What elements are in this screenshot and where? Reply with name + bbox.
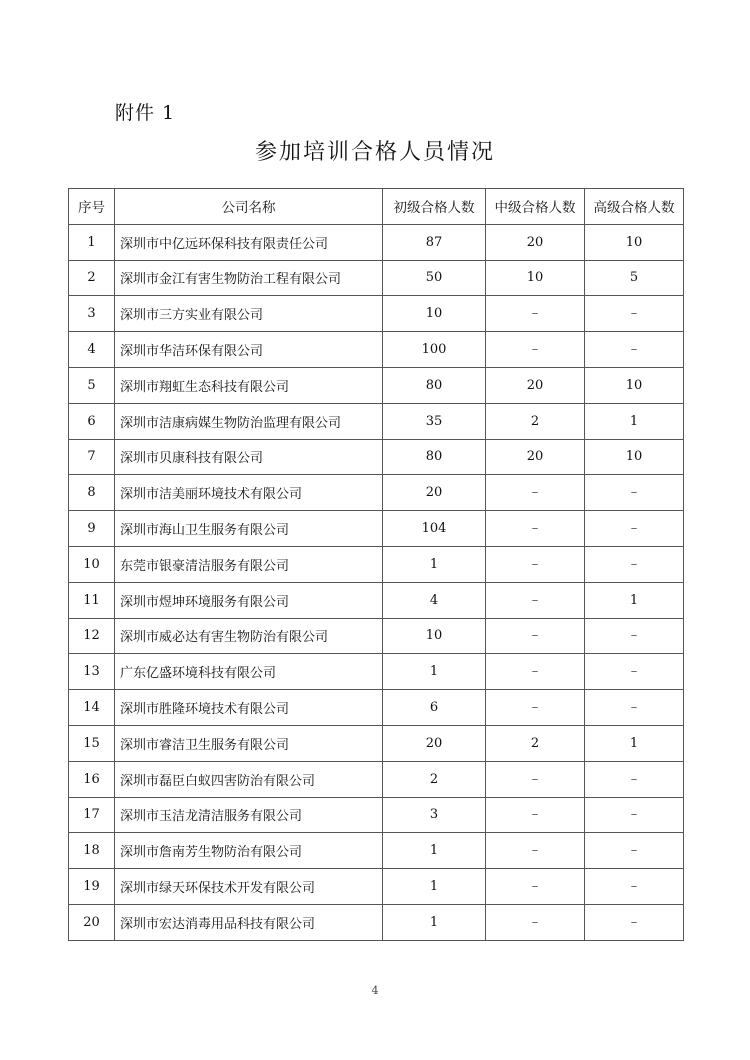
cell-intermediate: – (486, 833, 585, 869)
table-row (69, 332, 684, 368)
cell-company: 深圳市詹南芳生物防治有限公司 (115, 833, 383, 869)
cell-company: 广东亿盛环境科技有限公司 (115, 654, 383, 690)
cell-company: 深圳市威必达有害生物防治有限公司 (115, 618, 383, 654)
table-row (69, 761, 684, 797)
cell-intermediate: 20 (486, 367, 585, 403)
cell-junior: 20 (383, 475, 486, 511)
table-row (69, 690, 684, 726)
cell-senior: – (585, 869, 684, 905)
qualified-personnel-table (68, 188, 684, 941)
table-row (69, 367, 684, 403)
cell-senior: – (585, 475, 684, 511)
header-senior: 高级合格人数 (585, 189, 684, 225)
cell-index: 6 (69, 403, 115, 439)
cell-company: 深圳市华洁环保有限公司 (115, 332, 383, 368)
cell-senior: – (585, 761, 684, 797)
cell-junior: 104 (383, 511, 486, 547)
cell-intermediate: – (486, 582, 585, 618)
cell-company: 深圳市翔虹生态科技有限公司 (115, 367, 383, 403)
table-row (69, 725, 684, 761)
cell-company: 深圳市三方实业有限公司 (115, 296, 383, 332)
table-row (69, 439, 684, 475)
cell-index: 2 (69, 260, 115, 296)
cell-senior: 1 (585, 725, 684, 761)
table-row (69, 582, 684, 618)
table-row (69, 546, 684, 582)
cell-senior: – (585, 332, 684, 368)
cell-index: 13 (69, 654, 115, 690)
cell-senior: – (585, 797, 684, 833)
cell-intermediate: – (486, 797, 585, 833)
cell-senior: 10 (585, 224, 684, 260)
cell-senior: – (585, 654, 684, 690)
cell-intermediate: – (486, 475, 585, 511)
cell-senior: – (585, 833, 684, 869)
page-number: 4 (371, 984, 379, 997)
cell-company: 深圳市玉洁龙清洁服务有限公司 (115, 797, 383, 833)
table-row (69, 618, 684, 654)
cell-intermediate: – (486, 296, 585, 332)
cell-index: 1 (69, 224, 115, 260)
cell-index: 9 (69, 511, 115, 547)
table-row (69, 904, 684, 940)
cell-index: 18 (69, 833, 115, 869)
cell-junior: 1 (383, 833, 486, 869)
cell-company: 深圳市胜隆环境技术有限公司 (115, 690, 383, 726)
cell-company: 深圳市洁康病媒生物防治监理有限公司 (115, 403, 383, 439)
cell-index: 12 (69, 618, 115, 654)
cell-senior: – (585, 618, 684, 654)
cell-company: 深圳市金江有害生物防治工程有限公司 (115, 260, 383, 296)
cell-index: 10 (69, 546, 115, 582)
cell-company: 深圳市磊臣白蚁四害防治有限公司 (115, 761, 383, 797)
cell-senior: 1 (585, 403, 684, 439)
cell-company: 深圳市睿洁卫生服务有限公司 (115, 725, 383, 761)
table-header-row (69, 189, 684, 225)
cell-junior: 1 (383, 869, 486, 905)
header-intermediate: 中级合格人数 (486, 189, 585, 225)
cell-index: 15 (69, 725, 115, 761)
cell-index: 20 (69, 904, 115, 940)
cell-index: 7 (69, 439, 115, 475)
cell-junior: 35 (383, 403, 486, 439)
cell-intermediate: 2 (486, 725, 585, 761)
table-row (69, 260, 684, 296)
table-row (69, 833, 684, 869)
table-row (69, 296, 684, 332)
cell-senior: – (585, 690, 684, 726)
cell-index: 8 (69, 475, 115, 511)
cell-junior: 1 (383, 904, 486, 940)
cell-junior: 1 (383, 654, 486, 690)
cell-junior: 100 (383, 332, 486, 368)
cell-company: 深圳市洁美丽环境技术有限公司 (115, 475, 383, 511)
cell-index: 19 (69, 869, 115, 905)
cell-senior: 5 (585, 260, 684, 296)
table-body (69, 224, 684, 940)
cell-junior: 3 (383, 797, 486, 833)
cell-senior: 10 (585, 439, 684, 475)
cell-company: 深圳市宏达消毒用品科技有限公司 (115, 904, 383, 940)
cell-intermediate: – (486, 761, 585, 797)
cell-company: 东莞市银豪清洁服务有限公司 (115, 546, 383, 582)
cell-company: 深圳市中亿远环保科技有限责任公司 (115, 224, 383, 260)
header-index: 序号 (69, 189, 115, 225)
cell-senior: – (585, 904, 684, 940)
cell-company: 深圳市绿天环保技术开发有限公司 (115, 869, 383, 905)
document-title: 参加培训合格人员情况 (254, 140, 495, 165)
cell-company: 深圳市贝康科技有限公司 (115, 439, 383, 475)
cell-index: 4 (69, 332, 115, 368)
cell-index: 3 (69, 296, 115, 332)
cell-senior: – (585, 546, 684, 582)
cell-intermediate: – (486, 904, 585, 940)
cell-index: 5 (69, 367, 115, 403)
cell-intermediate: – (486, 332, 585, 368)
cell-intermediate: – (486, 869, 585, 905)
cell-index: 14 (69, 690, 115, 726)
cell-junior: 10 (383, 296, 486, 332)
cell-intermediate: 20 (486, 224, 585, 260)
cell-junior: 1 (383, 546, 486, 582)
cell-company: 深圳市煜坤环境服务有限公司 (115, 582, 383, 618)
table-row (69, 654, 684, 690)
cell-intermediate: – (486, 511, 585, 547)
cell-company: 深圳市海山卫生服务有限公司 (115, 511, 383, 547)
table-row (69, 511, 684, 547)
cell-junior: 6 (383, 690, 486, 726)
attachment-label: 附件 1 (115, 102, 176, 124)
cell-index: 16 (69, 761, 115, 797)
cell-junior: 10 (383, 618, 486, 654)
header-junior: 初级合格人数 (383, 189, 486, 225)
cell-intermediate: – (486, 690, 585, 726)
cell-junior: 50 (383, 260, 486, 296)
cell-index: 17 (69, 797, 115, 833)
cell-junior: 80 (383, 367, 486, 403)
table-row (69, 475, 684, 511)
cell-intermediate: 2 (486, 403, 585, 439)
cell-intermediate: 20 (486, 439, 585, 475)
cell-intermediate: – (486, 654, 585, 690)
table-row (69, 403, 684, 439)
header-company: 公司名称 (115, 189, 383, 225)
cell-intermediate: 10 (486, 260, 585, 296)
cell-junior: 87 (383, 224, 486, 260)
cell-intermediate: – (486, 546, 585, 582)
cell-junior: 4 (383, 582, 486, 618)
cell-intermediate: – (486, 618, 585, 654)
cell-senior: – (585, 511, 684, 547)
cell-senior: 10 (585, 367, 684, 403)
cell-junior: 80 (383, 439, 486, 475)
table-row (69, 797, 684, 833)
cell-senior: – (585, 296, 684, 332)
cell-senior: 1 (585, 582, 684, 618)
table-row (69, 224, 684, 260)
table-row (69, 869, 684, 905)
cell-junior: 2 (383, 761, 486, 797)
cell-junior: 20 (383, 725, 486, 761)
cell-index: 11 (69, 582, 115, 618)
